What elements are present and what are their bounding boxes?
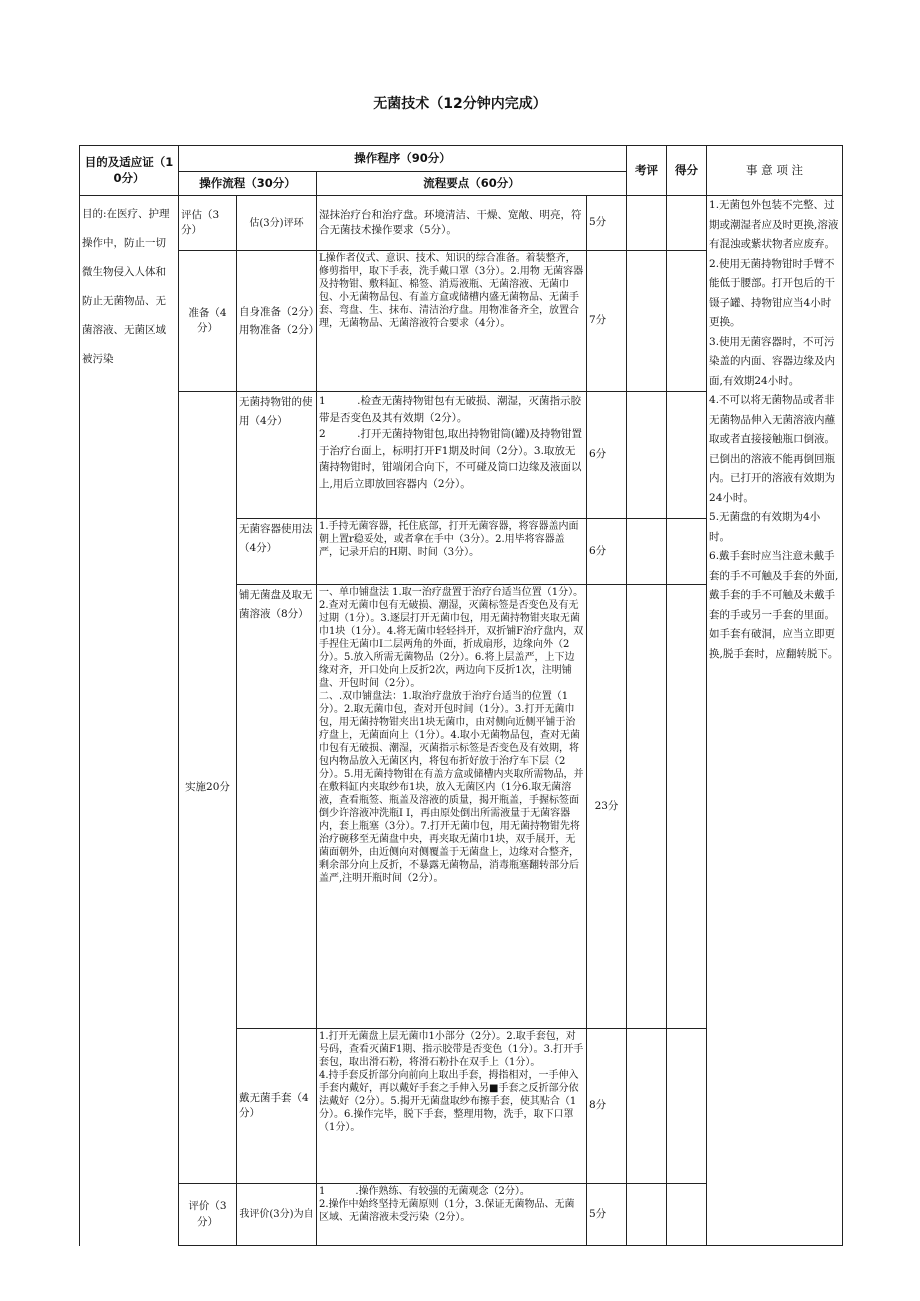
score-cell (667, 392, 707, 519)
text-tray: 一、单巾铺盘法 1.取一治疗盘置于治疗台适当位置（1分）。2.查对无菌巾包有无破损、潮湿，灭菌标签是否变色及有无过期（1分）。3.逐层打开无菌巾包，用无菌持物钳夹取无菌巾1块（1分）。4.将无菌巾轻轻抖开，双折铺F治疗盘内，双手捏住无菌巾I二层两角的外面，折成扇形，边缘向外（2分）。5.放入所需无菌物品（2分）。6.将上层盖严，上下边缘对齐，开口处向上反折2次，两边向下反折1次，注明铺盘、开包时间（2分）。 二、.双巾铺盘法：1.取治疗盘放于治疗台适当的位置（1分）。2.取无菌巾包，查对开包时间（1分）。3.打开无菌巾包，用无菌持物钳夹出1块无菌巾，由对侧向近侧平铺于治疗盘上，无菌面向上（1分）。4.取小无菌物品包，查对无菌巾包有无破损、潮湿，灭菌指示标签是否变色及有效期，将包内物品放入无菌区内，将包布折好放于治疗车下层（2分）。5.用无菌持物钳在有盖方盒或储槽内夹取所需物品，并在敷料缸内夹取纱布1块，放入无菌区内（1分6.取无菌溶液，查看瓶签、瓶盖及溶液的质量，揭开瓶盖，手握标签面倒少许溶液冲洗瓶I I，再由原处倒出所需液量于无菌容器内，套上瓶塞（3分）。7.打开无菌巾包，用无菌持物钳先将治疗碗移至无菌盘中央，再夹取无菌巾1块，双手展开，无菌面朝外，由近侧向对侧覆盖于无菌盘上，边缘对合整齐，剩余部分向上反折，不暴露无菌物品，消毒瓶塞翻转部分后盖严,注明开瓶时间（2分）。 (317, 585, 587, 1029)
assess-cell (627, 251, 667, 392)
assess-cell (627, 519, 667, 585)
text-forceps: 1 .检查无菌持物钳包有无破损、潮湿，灭菌指示胶带是否变色及其有效期（2分）。 2 .打开无菌持物钳包,取出持物钳筒(罐)及持物钳置于治疗台面上，标明打开F1期及时间（2分）。3.取放无菌持物钳时，钳端闭合向下，不可碰及筒口边缘及液面以上,用后立即放回容器内（2分）。 (317, 392, 587, 519)
text-prep: L操作者仪式、意识、技术、知识的综合准备。着装整齐，修剪指甲，取下手表，洗手戴口罩（3分）。2.用物 无菌容器及持物钳、敷料缸、棉签、消焉液瓶、无菌溶液、无菌巾包、小无菌物品包、有盖方盒或储槽内盛无菌物品、无菌手套、弯盘、生、抹布、清洁治疗盘。用物准备齐全，放置合理，无菌物品、无菌溶液符合要求（4分）。 (317, 251, 587, 392)
stage-implement: 实施20分 (179, 392, 237, 1184)
text-container: 1.手持无菌容器，托住底部，打开无菌容器，将容器盖内面朝上置r稳妥处，或者拿在手中（3分）。2.用毕将容器盖严，记录开启的H期、时间（3分）。 (317, 519, 587, 585)
text-gloves: 1.打开无菌盘上层无菌巾1小部分（2分）。2.取手套包，对号码，查看灭菌F1期、指示胶带是否变色（1分）。3.打开手套包，取出滑石粉，将滑石粉扑在双手上（1分）。 4.持手套反折部分向前向上取出手套，拇指相对，一手伸入手套内戴好，再以戴好手套之手伸入另■手套之反折部分依法戴好（2分）。5.揭开无菌盘取纱布擦手套，使其贴合（1分）。6.操作完毕，脱下手套，整理用物，洗手，取下口罩（1分）。 (317, 1029, 587, 1184)
procedure-header: 操作程序（90分） (179, 146, 627, 172)
stage-eval: 评价（3分） (179, 1184, 237, 1246)
points-eval: 5分 (587, 1184, 627, 1246)
score-cell (667, 1029, 707, 1184)
points-prep: 7分 (587, 251, 627, 392)
score-cell (667, 196, 707, 251)
note-item: 5.无菌盘的有效期为4小时。 (709, 511, 821, 543)
stage-assess: 评估（3分） (179, 196, 237, 251)
score-cell (667, 519, 707, 585)
text-eval: 1 .操作熟练、有较强的无菌观念（2分）。 2.操作中始终坚持无菌原则（1分，3.保证无菌物品、无菌区域、无菌溶液未受污染（2分）。 (317, 1184, 587, 1246)
assess-cell (627, 1029, 667, 1184)
assess-cell (627, 196, 667, 251)
sub-tray: 铺无菌盘及取无菌溶液（8分） (237, 585, 317, 1029)
score-cell (667, 251, 707, 392)
stage-prep: 准备（4分） (179, 251, 237, 392)
points-container: 6分 (587, 519, 627, 585)
text-assess: 湿抹治疗台和治疗盘。环境清洁、干燥、宽敞、明亮，符合无菌技术操作要求（5分）。 (317, 196, 587, 251)
sub-prep: 自身准备（2分）用物准备（2分） (237, 251, 317, 392)
assess-cell (627, 1184, 667, 1246)
assess-cell (627, 392, 667, 519)
note-item: 1.无菌包外包装不完整、过期或潮湿者应及时更换,溶液有混浊或紫状物者应废弃。 (709, 199, 839, 250)
assess-header: 考评 (627, 146, 667, 196)
purpose-header: 目的及适应证（10分） (80, 146, 179, 196)
assess-cell (627, 585, 667, 1029)
points-tray: 23分 (587, 585, 627, 1029)
points-forceps: 6分 (587, 392, 627, 519)
sub-gloves: 戴无菌手套（4分） (237, 1029, 317, 1184)
points-header: 流程要点（60分） (317, 172, 627, 196)
note-item: 2.使用无菌持物钳时手臂不能低于腰部。打开包后的干镊子罐、持物钳应当4小时更换。 (709, 257, 836, 328)
flow-header: 操作流程（30分） (179, 172, 317, 196)
sub-eval: 我评价(3分)为自 (237, 1184, 317, 1246)
notes-header: 事 意 项 注 (707, 146, 843, 196)
points-assess: 5分 (587, 196, 627, 251)
notes-text (707, 196, 843, 1246)
score-cell (667, 1184, 707, 1246)
note-item: 3.使用无菌容器时，不可污染盖的内面、容器边缘及内面,有效期24小时。 (709, 335, 836, 387)
sub-container: 无菌容器使用法（4分） (237, 519, 317, 585)
score-cell (667, 585, 707, 1029)
score-header: 得分 (667, 146, 707, 196)
procedure-table (79, 145, 843, 1246)
points-gloves: 8分 (587, 1029, 627, 1184)
sub-assess: 估(3分)评环 (237, 196, 317, 251)
note-item: 4.不可以将无菌物品或者非无菌物品伸入无菌溶液内蘸取或者直接接触瓶口倒液。已倒出的溶液不能再倒回瓶内。已打开的溶液有效期为24小时。 (709, 394, 836, 504)
sub-forceps: 无菌持物钳的使用（4分） (237, 392, 317, 519)
purpose-text: 目的:在医疗、护理操作中，防止一切微生物侵入人体和防止无菌物品、无菌溶液、无菌区域被污染 (80, 196, 179, 1246)
page-title: 无菌技术（12分钟内完成） (373, 96, 547, 112)
note-item: 6.戴手套时应当注意未戴手套的手不可触及手套的外面,戴手套的手不可触及未戴手套的手或另一手套的里面。如手套有破洞，应当立即更换,脱手套时，应翻转脱下。 (709, 550, 839, 660)
